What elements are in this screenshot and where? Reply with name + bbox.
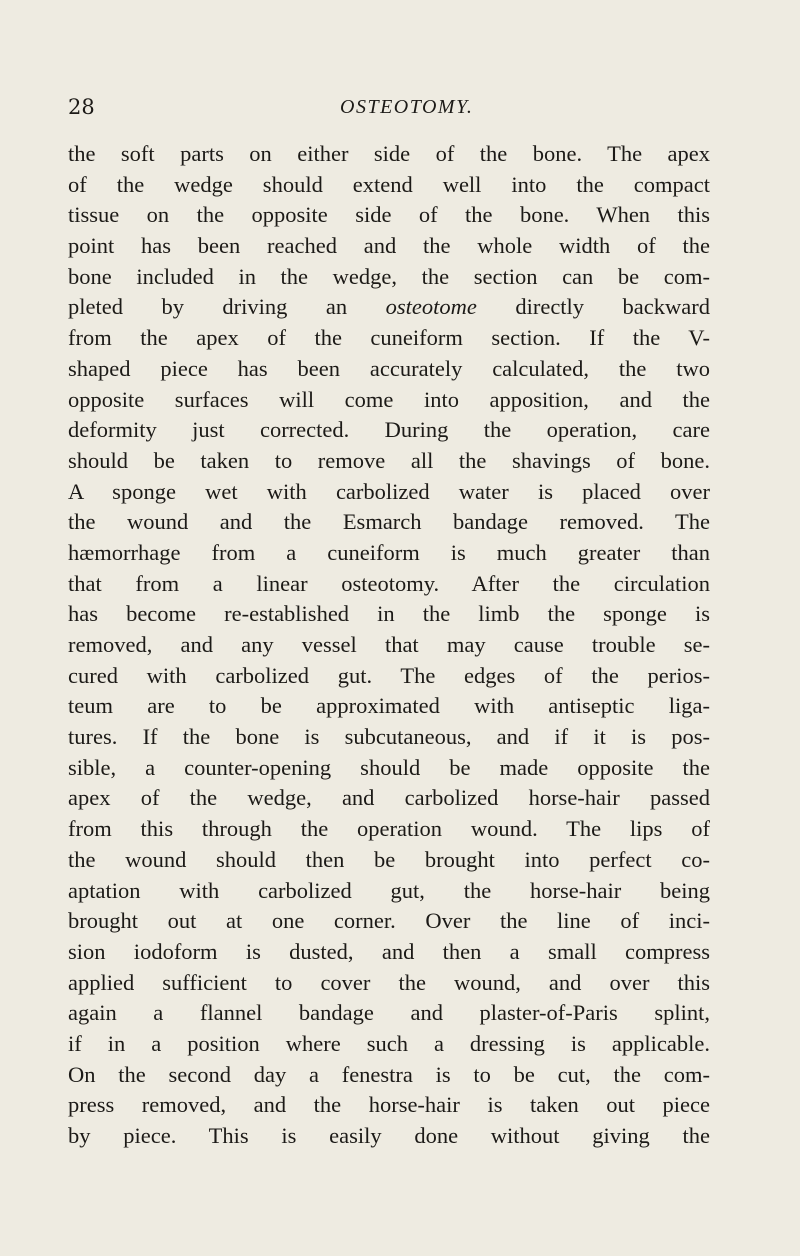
text-line: brought out at one corner. Over the line of inci- <box>68 908 710 934</box>
text-line: if in a position where such a dressing is applicable. <box>68 1030 710 1056</box>
text-line: removed, and any vessel that may cause trouble se- <box>68 632 710 657</box>
text-line: from the apex of the cuneiform section. If the V- <box>68 325 710 351</box>
text-line: tures. If the bone is subcutaneous, and if it is pos- <box>68 724 710 750</box>
running-title: OSTEOTOMY. <box>340 96 474 118</box>
text-line: from this through the operation wound. The lips of <box>68 816 710 842</box>
text-line: sible, a counter-opening should be made opposite the <box>68 754 710 780</box>
text-line: should be taken to remove all the shavings of bone. <box>68 447 710 473</box>
text-line: point has been reached and the whole width of the <box>68 233 710 259</box>
text-line: apex of the wedge, and carbolized horse-hair passed <box>68 785 710 811</box>
text-line: press removed, and the horse-hair is taken out piece <box>68 1092 710 1118</box>
text-line: has become re-established in the limb the sponge is <box>68 601 710 627</box>
text-line: the wound and the Esmarch bandage removed. The <box>68 509 710 535</box>
text-line: teum are to be approximated with antiseptic liga- <box>68 693 710 719</box>
body-text <box>68 139 710 1152</box>
text-line: opposite surfaces will come into apposition, and the <box>68 386 710 412</box>
text-line <box>68 292 710 323</box>
text-line: that from a linear osteotomy. After the circulation <box>68 570 710 596</box>
text-line: A sponge wet with carbolized water is placed over <box>68 478 710 504</box>
text-line: the soft parts on either side of the bone. The apex <box>68 141 710 166</box>
text-line: of the wedge should extend well into the compact <box>68 171 710 197</box>
text-line: the wound should then be brought into perfect co- <box>68 846 710 872</box>
text-line: by piece. This is easily done without giving the <box>68 1123 710 1148</box>
text-line: again a flannel bandage and plaster-of-Paris splint, <box>68 1000 710 1026</box>
text-line: aptation with carbolized gut, the horse-hair being <box>68 877 710 903</box>
text-line: bone included in the wedge, the section can be com- <box>68 263 710 289</box>
italic-term: osteotome <box>385 294 477 320</box>
text-line: deformity just corrected. During the operation, care <box>68 417 710 443</box>
text-line: hæmorrhage from a cuneiform is much greater than <box>68 539 710 565</box>
text-line: cured with carbolized gut. The edges of the perios- <box>68 662 710 688</box>
text-line: shaped piece has been accurately calculated, the two <box>68 355 710 381</box>
text-line: On the second day a fenestra is to be cut, the com- <box>68 1061 710 1087</box>
text-line: tissue on the opposite side of the bone. When this <box>68 202 710 228</box>
page-number: 28 <box>68 95 95 119</box>
text-line: applied sufficient to cover the wound, and over this <box>68 969 710 995</box>
text-line: sion iodoform is dusted, and then a small compress <box>68 938 710 964</box>
text-segment: pleted by driving an <box>68 294 386 320</box>
text-segment: directly backward <box>476 294 710 320</box>
